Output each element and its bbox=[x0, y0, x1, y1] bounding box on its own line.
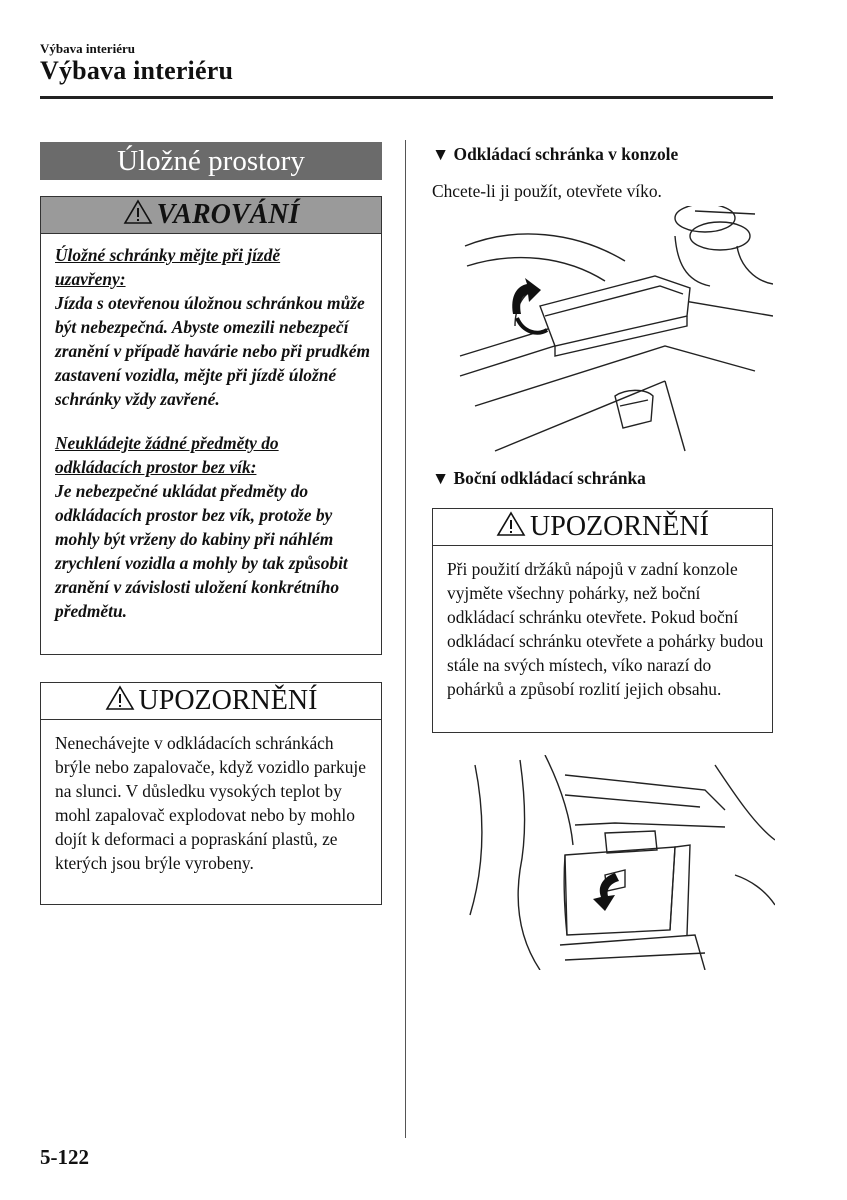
warning-heading-1b: uzavřeny: bbox=[55, 269, 126, 289]
caution-text-left: Nenechávejte v odkládacích schránkách brýle nebo zapalovače, když vozidlo parkuje na slunci. V důsledku vysokých teplot by mohl zapalovač explodovat nebo by mohlo dojít k deformaci a popraskání plastů, ze kterých jsou brýle vyrobeny. bbox=[55, 733, 366, 873]
warning-heading-1a: Úložné schránky mějte při jízdě bbox=[55, 245, 281, 265]
pull-arrow-icon bbox=[593, 873, 619, 911]
warning-heading-2a: Neukládejte žádné předměty do bbox=[55, 433, 279, 453]
warning-text-2: Je nebezpečné ukládat předměty do odkládacích prostor bez vík, protože by mohly být vrženy do kabiny při náhlém zrychlení vozidla a mohly by tak způsobit zranění v závislosti uložení konkrétního předmětu. bbox=[55, 481, 348, 621]
caution-triangle-icon bbox=[496, 511, 526, 547]
warning-text-1: Jízda s otevřenou úložnou schránkou může být nebezpečná. Abyste omezili nebezpečí zranění v případě havárie nebo při prudkém zastavení vozidla, mějte při jízdě úložné schránky vždy zavřené. bbox=[55, 293, 370, 409]
column-divider bbox=[405, 140, 406, 1138]
caution-label-left: UPOZORNĚNÍ bbox=[138, 685, 318, 716]
warning-heading-2b: odkládacích prostor bez vík: bbox=[55, 457, 257, 477]
console-box-instruction: Chcete-li ji použít, otevřete víko. bbox=[432, 181, 662, 201]
caution-triangle-icon bbox=[105, 685, 135, 721]
console-illustration bbox=[455, 206, 773, 456]
warning-body bbox=[55, 243, 373, 643]
console-box-heading: ▼ Odkládací schránka v konzole bbox=[432, 144, 679, 164]
caution-box-right bbox=[432, 508, 773, 733]
caution-header-left bbox=[41, 683, 381, 720]
warning-triangle-icon bbox=[123, 199, 153, 235]
warning-header bbox=[41, 197, 381, 234]
caution-label-right: UPOZORNĚNÍ bbox=[530, 511, 709, 542]
warning-label: VAROVÁNÍ bbox=[156, 199, 300, 230]
page-title: Výbava interiéru bbox=[40, 56, 234, 85]
caution-header-right bbox=[433, 509, 772, 546]
side-box-illustration bbox=[465, 755, 775, 970]
header-divider bbox=[40, 96, 773, 99]
caution-text-right: Při použití držáků nápojů v zadní konzole vyjměte všechny pohárky, než boční odkládací schránku otevřete. Pokud boční odkládací schránku otevřete a pohárky budou stále na svých místech, víko narazí do pohárků a způsobí rozlití jejich obsahu. bbox=[447, 559, 764, 699]
side-box-heading: ▼ Boční odkládací schránka bbox=[432, 468, 646, 488]
page-number: 5-122 bbox=[40, 1145, 89, 1169]
section-title: Úložné prostory bbox=[40, 142, 382, 180]
breadcrumb: Výbava interiéru bbox=[40, 41, 135, 56]
warning-box bbox=[40, 196, 382, 655]
caution-box-left bbox=[40, 682, 382, 905]
